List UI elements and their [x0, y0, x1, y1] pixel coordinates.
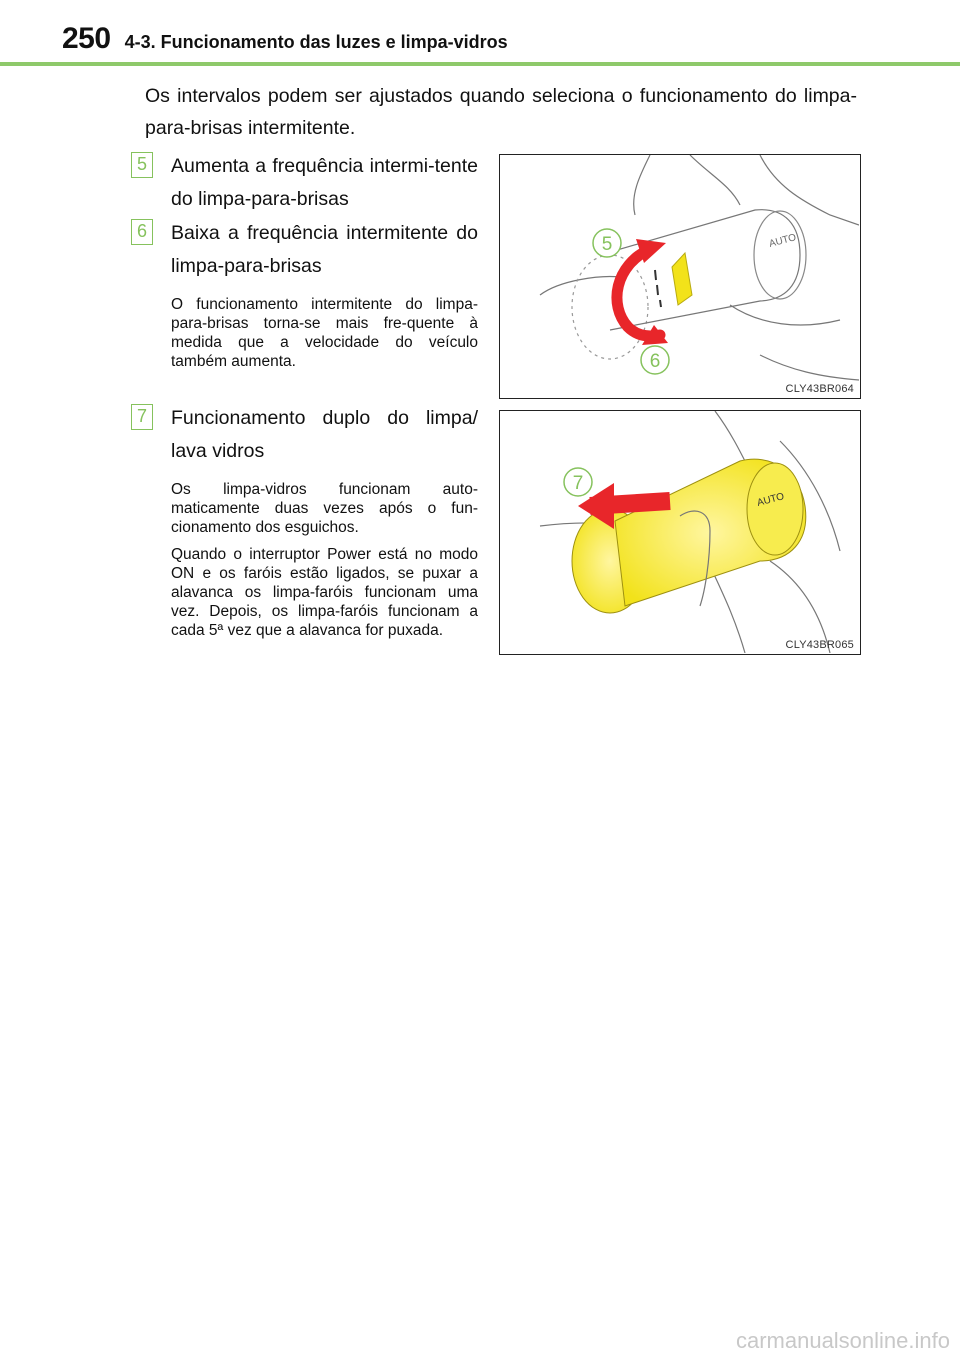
- list-item-6: [131, 217, 478, 371]
- watermark: carmanualsonline.info: [735, 1328, 950, 1353]
- item-title: Baixa a frequência intermitente do limpa-para-brisas: [171, 222, 478, 277]
- item-title: Funcionamento duplo do limpa/ lava vidros: [171, 407, 478, 462]
- figure-wiper-washer: [499, 410, 861, 655]
- item-number-badge: 6: [131, 219, 153, 245]
- callout-7: 7: [572, 473, 584, 494]
- wiper-lever-illustration: [500, 155, 859, 397]
- washer-lever-illustration: [500, 411, 859, 653]
- svg-text:AUTO: AUTO: [767, 232, 798, 250]
- figure-wiper-frequency: [499, 154, 861, 399]
- page-header: [62, 22, 508, 56]
- header-divider: [0, 62, 960, 66]
- list-item-7: [131, 402, 478, 640]
- list-item-5: [131, 150, 478, 216]
- item-title: Aumenta a frequência intermi-tente do limpa-para-brisas: [171, 155, 478, 210]
- item-number-badge: 5: [131, 152, 153, 178]
- section-title: 4-3. Funcionamento das luzes e limpa-vidros: [124, 32, 508, 52]
- figure-code: CLY43BR065: [785, 639, 854, 651]
- item-number-badge: 7: [131, 404, 153, 430]
- item-note: Quando o interruptor Power está no modo ON e os faróis estão ligados, se puxar a alavanca os limpa-faróis funcionam uma vez. Depois, os limpa-faróis funcionam a cada 5ª vez que a alavanca for puxada.: [171, 546, 478, 639]
- callout-5: 5: [601, 234, 613, 255]
- item-note: O funcionamento intermitente do limpa-para-brisas torna-se mais fre-quente à medida que a velocidade do veículo também aumenta.: [171, 296, 478, 370]
- item-note: Os limpa-vidros funcionam auto-maticamente duas vezes após o fun-cionamento dos esguichos.: [171, 481, 478, 536]
- svg-text:AUTO: AUTO: [755, 491, 786, 509]
- callout-6: 6: [649, 351, 661, 372]
- page-number: 250: [62, 22, 111, 55]
- figure-code: CLY43BR064: [785, 383, 854, 395]
- intro-paragraph: Os intervalos podem ser ajustados quando seleciona o funcionamento do limpa-para-brisas intermitente.: [145, 85, 857, 139]
